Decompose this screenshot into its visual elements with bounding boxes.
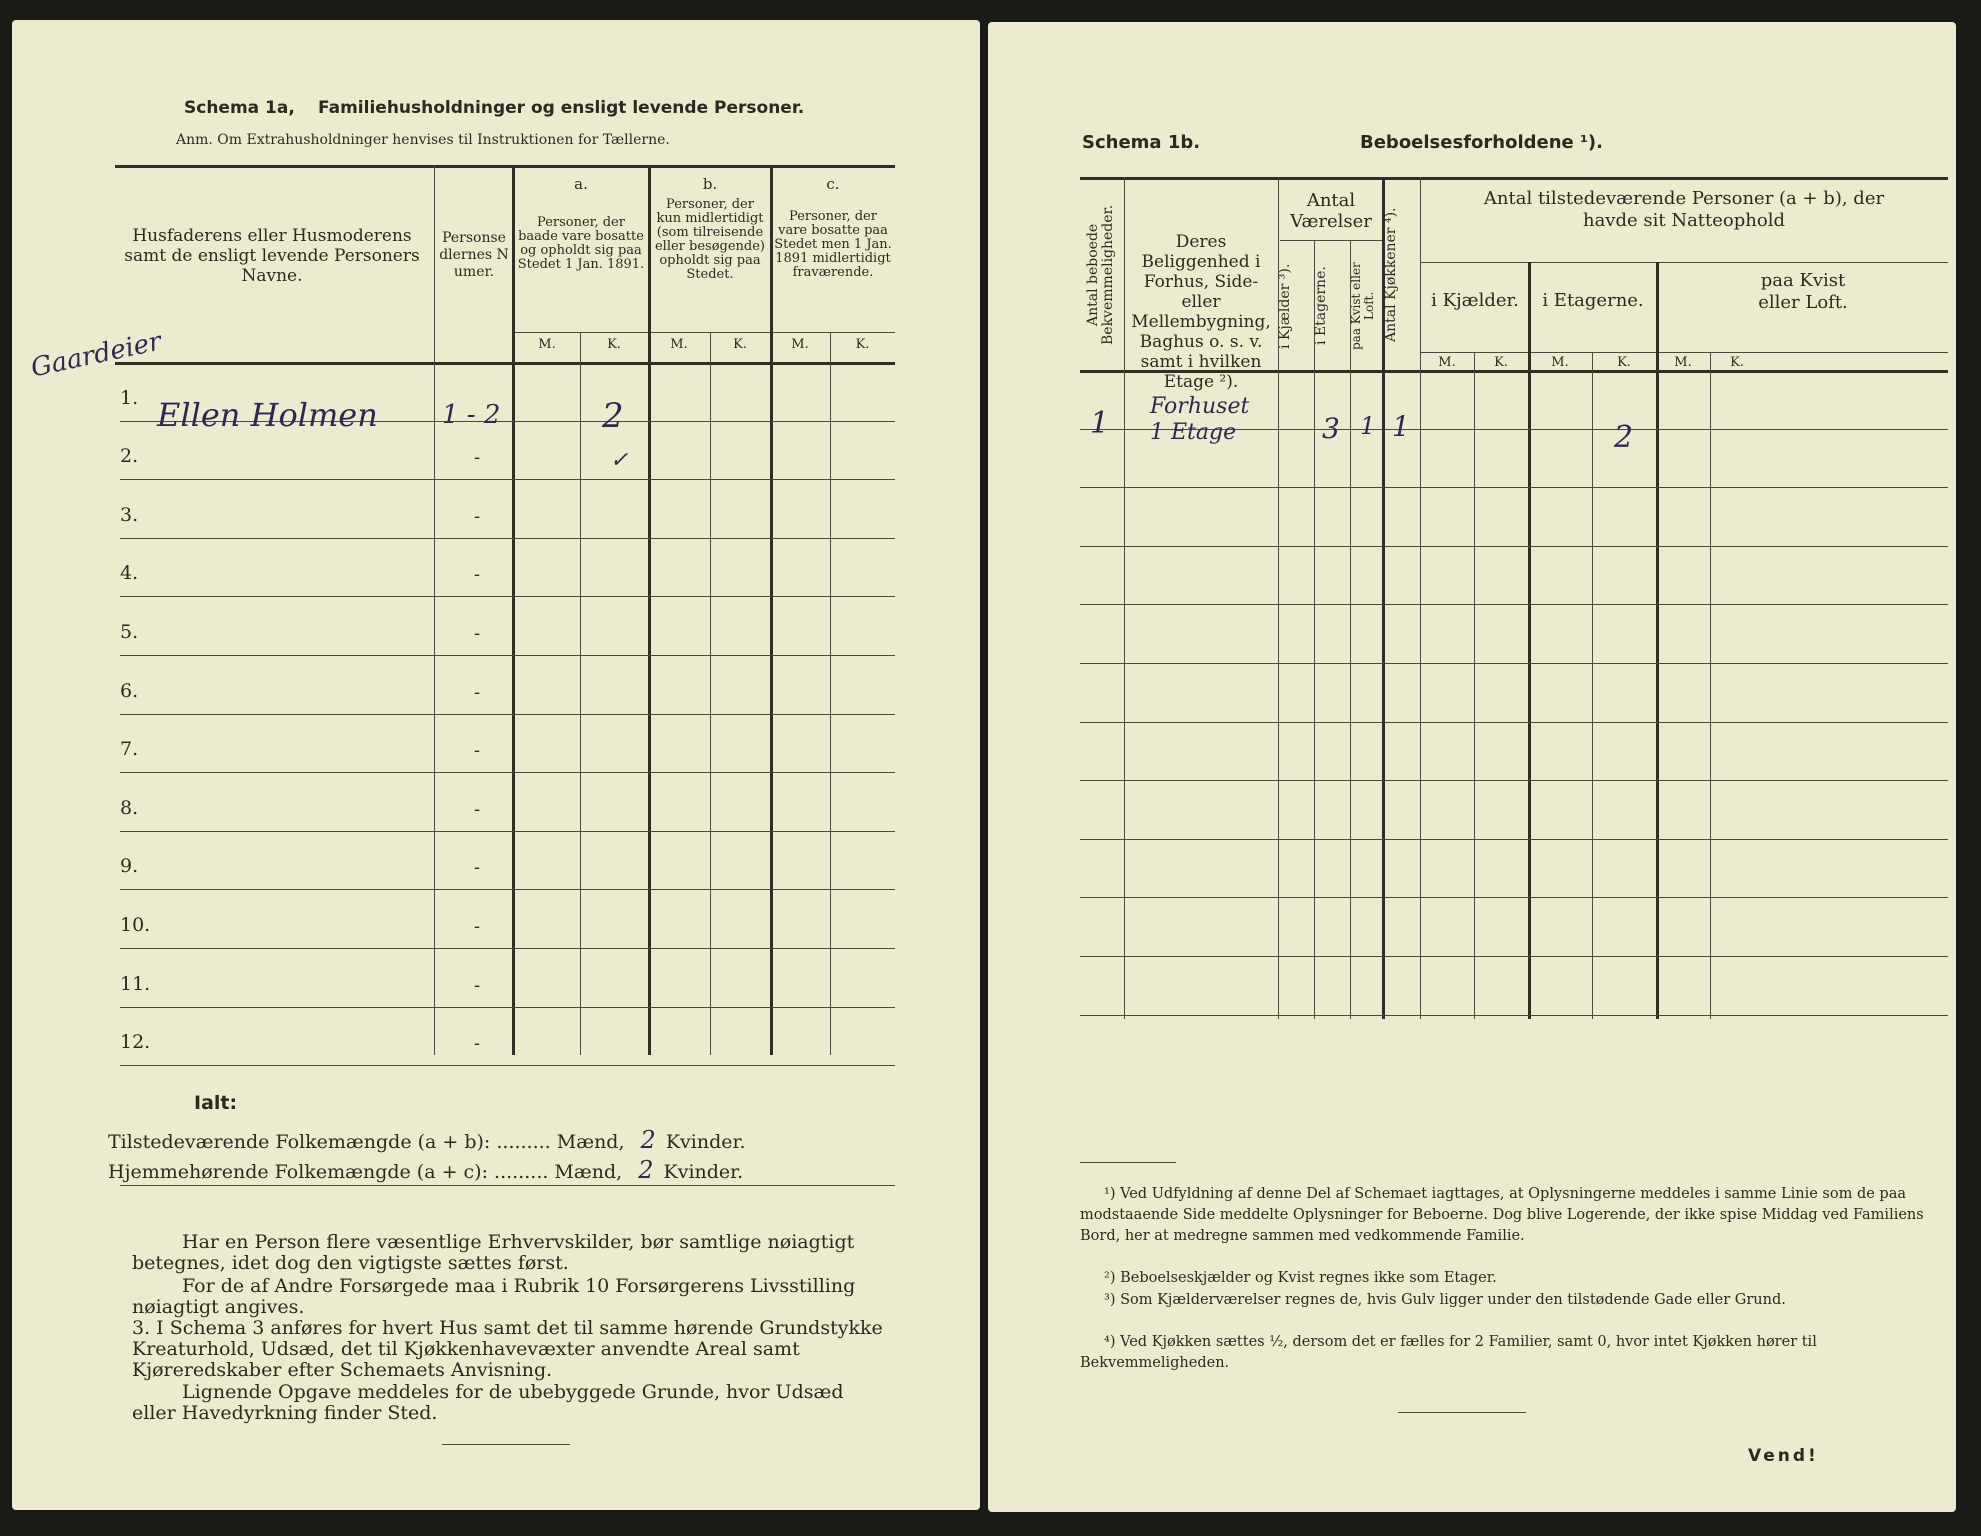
row-number: 11.	[120, 973, 151, 995]
row-number: 7.	[120, 738, 139, 760]
row-line	[120, 714, 895, 715]
table-top-rule	[1080, 177, 1948, 180]
col-header-kvist: paa Kvist eller Loft.	[1349, 262, 1376, 350]
row-line	[120, 1065, 895, 1066]
col-header-beliggenhed: Deres Beliggenhed i Forhus, Side- eller Mellembygning, Baghus o. s. v. samt i hvilken Etage ²).	[1131, 232, 1271, 392]
header-bottom-rule	[115, 362, 895, 365]
k-label: K.	[733, 337, 747, 352]
note-ubebyggede: Lignende Opgave meddeles for de ubebyggede Grunde, hvor Udsæd eller Havedyrkning finder Sted.	[132, 1381, 844, 1424]
note-forsorgede: For de af Andre Forsørgede maa i Rubrik 10 Forsørgerens Livsstilling nøiagtigt angives.	[132, 1275, 856, 1318]
row1-person-number: 1 - 2	[442, 400, 501, 430]
row-dash: -	[474, 975, 481, 996]
row-line	[1080, 663, 1948, 664]
col-divider	[1474, 352, 1475, 1019]
schema-1b-label: Schema 1b.	[1082, 132, 1201, 153]
row-line	[1080, 956, 1948, 957]
row-line	[1080, 780, 1948, 781]
col-divider	[580, 332, 581, 1055]
tilstedevaerende-line: Tilstedeværende Folkemængde (a + b): ......... Mænd, 2 Kvinder.	[108, 1126, 746, 1154]
mk-header-rule	[514, 332, 895, 333]
row-number: 5.	[120, 621, 139, 643]
row-line	[1080, 546, 1948, 547]
row2-check-mark: ✓	[610, 448, 629, 473]
footnote-2: ²) Beboelseskjælder og Kvist regnes ikke som Etager.	[1104, 1270, 1497, 1286]
row1-name: Ellen Holmen	[157, 396, 378, 434]
row-dash: -	[474, 564, 481, 585]
row-line	[120, 1007, 895, 1008]
row-dash: -	[474, 1033, 481, 1054]
row-dash: -	[474, 682, 481, 703]
row-line	[120, 596, 895, 597]
tilst-subrule	[1420, 262, 1948, 263]
row1-antal-bebo: 1	[1090, 406, 1110, 441]
row-number: 2.	[120, 445, 139, 467]
right-page	[988, 22, 1956, 1512]
row-number: 3.	[120, 504, 139, 526]
col-divider	[830, 332, 831, 1055]
col-divider	[648, 165, 651, 1055]
col-c-letter: c.	[826, 175, 840, 193]
col-header-kjaelder: i Kjælder ³).	[1277, 263, 1293, 349]
mk-rule	[1420, 352, 1948, 353]
row-number: 10.	[120, 914, 151, 936]
col-divider	[1656, 262, 1659, 1019]
col-header-vaerelser: Antal Værelser	[1290, 190, 1372, 232]
col-a-letter: a.	[574, 175, 588, 193]
col-header-num: Personsedlernes Numer.	[439, 230, 509, 280]
col-header-antal-bebo: Antal beboede Bekvemmeligheder.	[1085, 204, 1116, 345]
col-divider	[770, 165, 773, 1055]
row-dash: -	[474, 447, 481, 468]
row-dash: -	[474, 799, 481, 820]
k-label: K.	[1730, 355, 1744, 370]
m-label: M.	[791, 337, 809, 352]
row-line	[1080, 604, 1948, 605]
row1-etagerne-value: 3	[1322, 412, 1340, 445]
schema-1a-title: Familiehusholdninger og ensligt levende Personer.	[318, 98, 805, 118]
row-dash: -	[474, 506, 481, 527]
k-label: K.	[1617, 355, 1631, 370]
col-header-etagerne: i Etagerne.	[1313, 266, 1329, 346]
row-dash: -	[474, 740, 481, 761]
end-rule	[1398, 1412, 1526, 1413]
row1-kvist-value: 1	[1360, 412, 1376, 440]
anm-note: Anm. Om Extrahusholdninger henvises til Instruktionen for Tællerne.	[176, 132, 670, 148]
row-number: 9.	[120, 855, 139, 877]
col-header-tilstedevaerende: Antal tilstedeværende Personer (a + b), der havde sit Natteophold	[1483, 188, 1885, 231]
row-number: 8.	[120, 797, 139, 819]
row-line	[120, 948, 895, 949]
m-label: M.	[670, 337, 688, 352]
footnote-3: ³) Som Kjælderværelser regnes de, hvis Gulv ligger under den tilstødende Gade eller Grund.	[1104, 1292, 1786, 1308]
row-line	[120, 889, 895, 890]
m-label: M.	[1438, 355, 1456, 370]
schema-1b-title: Beboelsesforholdene ¹).	[1360, 132, 1603, 153]
row-line	[120, 538, 895, 539]
col-header-kjokkener: Antal Kjøkkener ⁴).	[1383, 207, 1399, 342]
footnote-4: ⁴) Ved Kjøkken sættes ½, dersom det er fælles for 2 Familier, samt 0, hvor intet Kjøkken hører til Bekvemmeligheden.	[1080, 1334, 1817, 1371]
row1-etagerne-k-value: 2	[1614, 420, 1634, 455]
margin-note-occupation: Gaardeier	[28, 326, 165, 384]
footnote-rule	[1080, 1162, 1176, 1163]
end-rule	[442, 1444, 570, 1445]
row-dash: -	[474, 623, 481, 644]
col-header-a: Personer, der baade vare bosatte og opholdt sig paa Stedet 1 Jan. 1891.	[517, 215, 645, 272]
m-label: M.	[1551, 355, 1569, 370]
col-divider	[512, 165, 515, 1055]
col-divider	[434, 165, 435, 1055]
col-divider	[1592, 352, 1593, 1019]
row-line	[1080, 897, 1948, 898]
note-erhverv: Har en Person flere væsentlige Erhvervskilder, bør samtlige nøiagtigt betegnes, idet dog den vigtigste sættes først.	[132, 1231, 855, 1274]
row-number: 12.	[120, 1031, 151, 1053]
row-line	[120, 655, 895, 656]
table-top-rule	[115, 165, 895, 168]
col-b-letter: b.	[702, 175, 718, 193]
note-schema-3: 3. I Schema 3 anføres for hvert Hus samt det til samme hørende Grundstykke Kreaturhold, Udsæd, det til Kjøkkenhavevæxter anvendte Areal samt Kjøreredskaber efter Schemaets Anvisning.	[132, 1317, 883, 1381]
col-divider	[1710, 352, 1711, 1019]
m-label: M.	[1674, 355, 1692, 370]
col-divider	[1528, 262, 1531, 1019]
col-divider	[710, 332, 711, 1055]
k-label: K.	[855, 337, 870, 352]
row-line	[120, 831, 895, 832]
vaer-subrule	[1280, 240, 1382, 241]
row-dash: -	[474, 916, 481, 937]
row-line	[1080, 487, 1948, 488]
totals-rule	[120, 1185, 895, 1186]
row1-kjokkener-value: 1	[1392, 410, 1410, 443]
col-header-i-etagerne: i Etagerne.	[1542, 290, 1644, 311]
col-header-paa-kvist: paa Kvist eller Loft.	[1758, 270, 1848, 313]
row-line	[120, 772, 895, 773]
row-line	[120, 479, 895, 480]
col-header-c: Personer, der vare bosatte paa Stedet men 1 Jan. 1891 midlertidigt fraværende.	[774, 209, 892, 280]
row-line	[1080, 1015, 1948, 1016]
col-divider	[1420, 177, 1421, 1019]
row-number: 4.	[120, 562, 139, 584]
row1-a-k-value: 2	[602, 396, 624, 436]
ialt-label: Ialt:	[194, 1092, 238, 1114]
k-label: K.	[1494, 355, 1508, 370]
m-label: M.	[538, 337, 556, 352]
col-header-i-kjaelder: i Kjælder.	[1431, 290, 1519, 311]
footnote-1: ¹) Ved Udfyldning af denne Del af Schemaet iagttages, at Oplysningerne meddeles i samme Linie som de paa modstaaende Side meddelte Oplysninger for Beboerne. Dog blive Logerende, der ikke spise Middag ved Familiens Bord, her at medregne sammen med vedkommende Familie.	[1080, 1186, 1924, 1244]
row-dash: -	[474, 857, 481, 878]
row-line	[1080, 839, 1948, 840]
row-number: 6.	[120, 680, 139, 702]
row1-beliggenhed: Forhuset 1 Etage	[1150, 394, 1250, 445]
schema-1a-label: Schema 1a,	[184, 98, 295, 118]
col-header-b: Personer, der kun midlertidigt (som tilreisende eller besøgende) opholdt sig paa Stedet.	[654, 197, 766, 282]
hjemmehorende-line: Hjemmehørende Folkemængde (a + c): ......... Mænd, 2 Kvinder.	[108, 1156, 744, 1184]
col-divider	[1124, 177, 1125, 1019]
tilstedevaerende-kvinder-value: 2	[640, 1126, 656, 1154]
vend-label: Vend!	[1748, 1446, 1819, 1466]
row-line	[1080, 722, 1948, 723]
left-page	[12, 20, 980, 1510]
hjemmehorende-kvinder-value: 2	[638, 1156, 654, 1184]
k-label: K.	[607, 337, 621, 352]
col-header-names: Husfaderens eller Husmoderens samt de ensligt levende Personers Navne.	[124, 226, 420, 286]
row-number: 1.	[120, 387, 139, 409]
